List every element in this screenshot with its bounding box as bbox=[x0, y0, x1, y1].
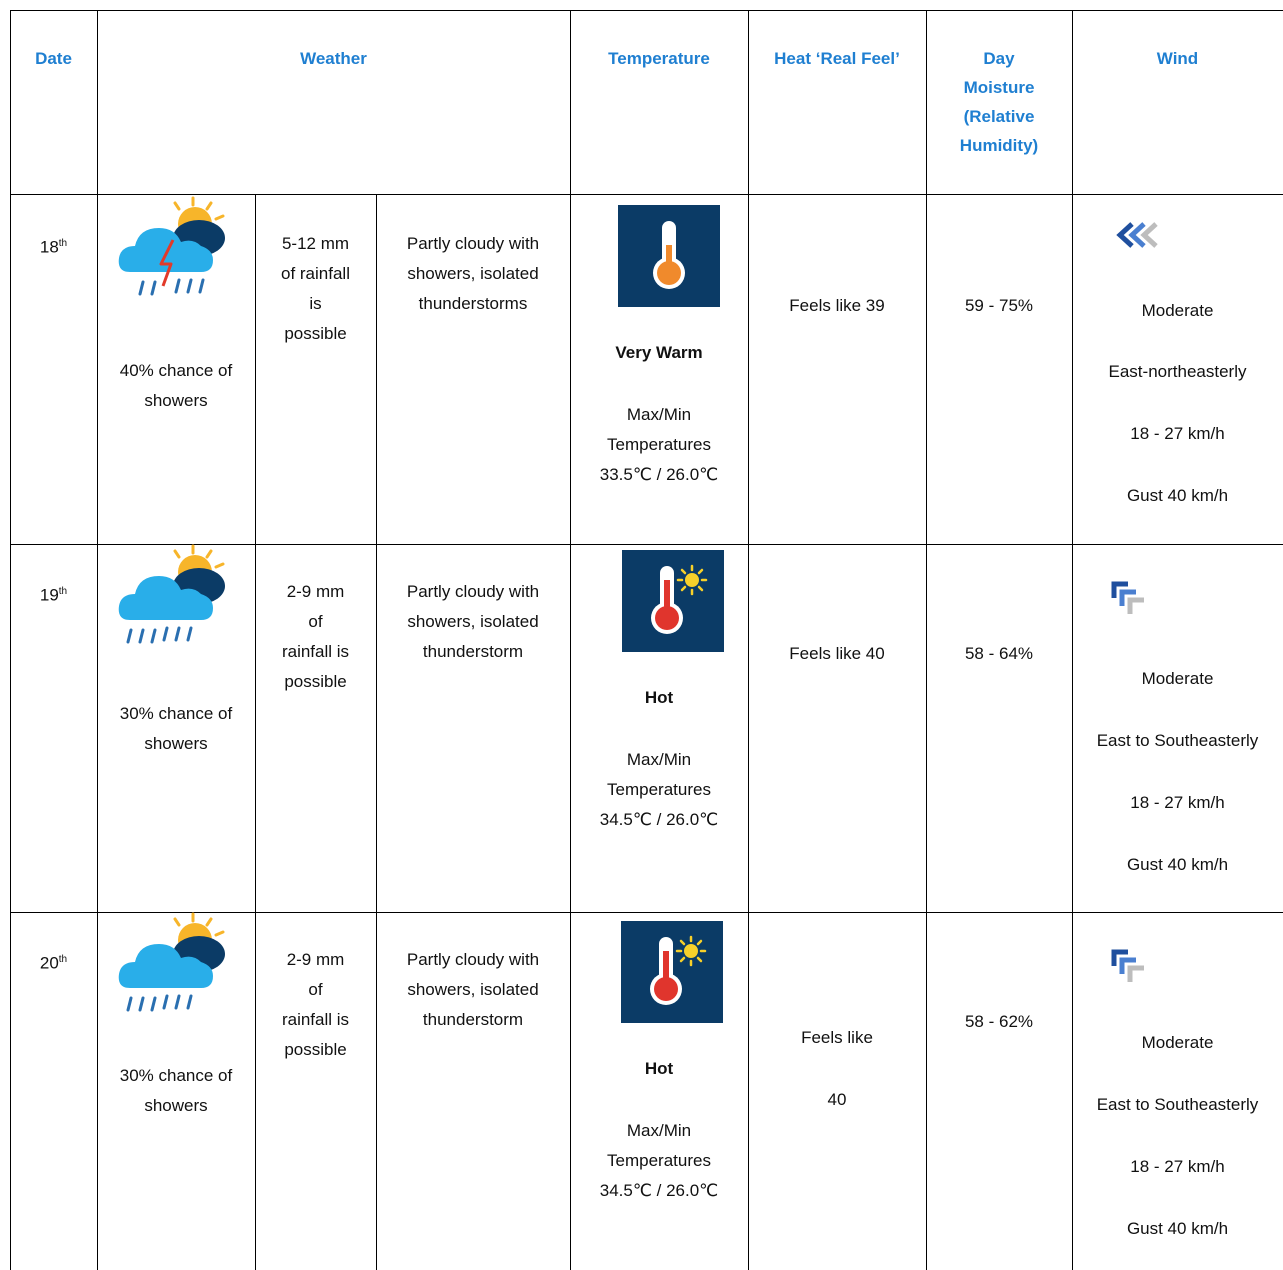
rainfall-amount: 2-9 mm of rainfall is possible bbox=[281, 950, 350, 1059]
weather-description: Partly cloudy with showers, isolated thunderstorm bbox=[406, 950, 540, 1029]
rain-chance: 40% chance of showers bbox=[119, 361, 233, 410]
rain-chance: 30% chance of showers bbox=[119, 1066, 233, 1115]
header-weather: Weather bbox=[300, 49, 367, 68]
thermometer-warm-icon bbox=[618, 205, 720, 307]
wind-direction: East to Southeasterly bbox=[1096, 1095, 1259, 1114]
column-divider bbox=[1072, 10, 1073, 1270]
rainfall-amount: 2-9 mm of rainfall is possible bbox=[281, 582, 350, 691]
wind-gust: Gust 40 km/h bbox=[1126, 1219, 1229, 1238]
real-feel: Feels like 40 bbox=[789, 644, 885, 663]
wind-direction-west-icon bbox=[1108, 220, 1192, 250]
wind-gust: Gust 40 km/h bbox=[1126, 486, 1229, 505]
humidity-value: 58 - 62% bbox=[964, 1012, 1034, 1031]
real-feel: Feels like 39 bbox=[789, 296, 885, 315]
thermometer-hot-icon bbox=[621, 921, 723, 1023]
humidity-value: 58 - 64% bbox=[964, 644, 1034, 663]
header-wind: Wind bbox=[1156, 49, 1199, 68]
wind-gust: Gust 40 km/h bbox=[1126, 855, 1229, 874]
temperature-label: Hot bbox=[644, 688, 674, 707]
temperature-label: Very Warm bbox=[615, 343, 703, 362]
temperature-range: Max/Min Temperatures 34.5℃ / 26.0℃ bbox=[599, 750, 719, 829]
rainfall-amount: 5-12 mm of rainfall is possible bbox=[281, 234, 350, 343]
rain-shower-icon bbox=[115, 542, 233, 648]
thermometer-hot-icon bbox=[622, 550, 724, 652]
date-cell: 20th bbox=[39, 953, 68, 973]
real-feel: Feels like 40 bbox=[801, 1028, 873, 1109]
wind-speed: 18 - 27 km/h bbox=[1130, 1157, 1225, 1176]
weather-description: Partly cloudy with showers, isolated thunderstorm bbox=[406, 582, 540, 661]
column-divider bbox=[255, 194, 256, 1270]
thunderstorm-icon bbox=[115, 194, 233, 300]
temperature-range: Max/Min Temperatures 34.5℃ / 26.0℃ bbox=[599, 1121, 719, 1200]
rain-chance: 30% chance of showers bbox=[119, 704, 233, 753]
temperature-range: Max/Min Temperatures 33.5℃ / 26.0℃ bbox=[599, 405, 719, 484]
wind-strength: Moderate bbox=[1141, 301, 1214, 320]
weather-description: Partly cloudy with showers, isolated thunderstorms bbox=[406, 234, 540, 313]
wind-direction: East-northeasterly bbox=[1108, 362, 1247, 381]
header-moisture: Day Moisture (Relative Humidity) bbox=[959, 49, 1039, 155]
date-cell: 19th bbox=[39, 585, 68, 605]
wind-direction-northwest-icon bbox=[1110, 580, 1166, 620]
column-divider bbox=[376, 194, 377, 1270]
rain-shower-icon bbox=[115, 910, 233, 1016]
header-temperature: Temperature bbox=[608, 49, 710, 68]
wind-speed: 18 - 27 km/h bbox=[1130, 793, 1225, 812]
wind-direction: East to Southeasterly bbox=[1096, 731, 1259, 750]
header-real-feel: Heat ‘Real Feel’ bbox=[774, 49, 900, 68]
wind-strength: Moderate bbox=[1141, 1033, 1214, 1052]
wind-strength: Moderate bbox=[1141, 669, 1214, 688]
column-divider bbox=[10, 10, 11, 1270]
humidity-value: 59 - 75% bbox=[964, 296, 1034, 315]
date-cell: 18th bbox=[39, 237, 68, 257]
table-border-top bbox=[10, 10, 1283, 11]
temperature-label: Hot bbox=[644, 1059, 674, 1078]
header-date: Date bbox=[35, 49, 72, 68]
wind-speed: 18 - 27 km/h bbox=[1130, 424, 1225, 443]
wind-direction-northwest-icon bbox=[1110, 948, 1166, 988]
